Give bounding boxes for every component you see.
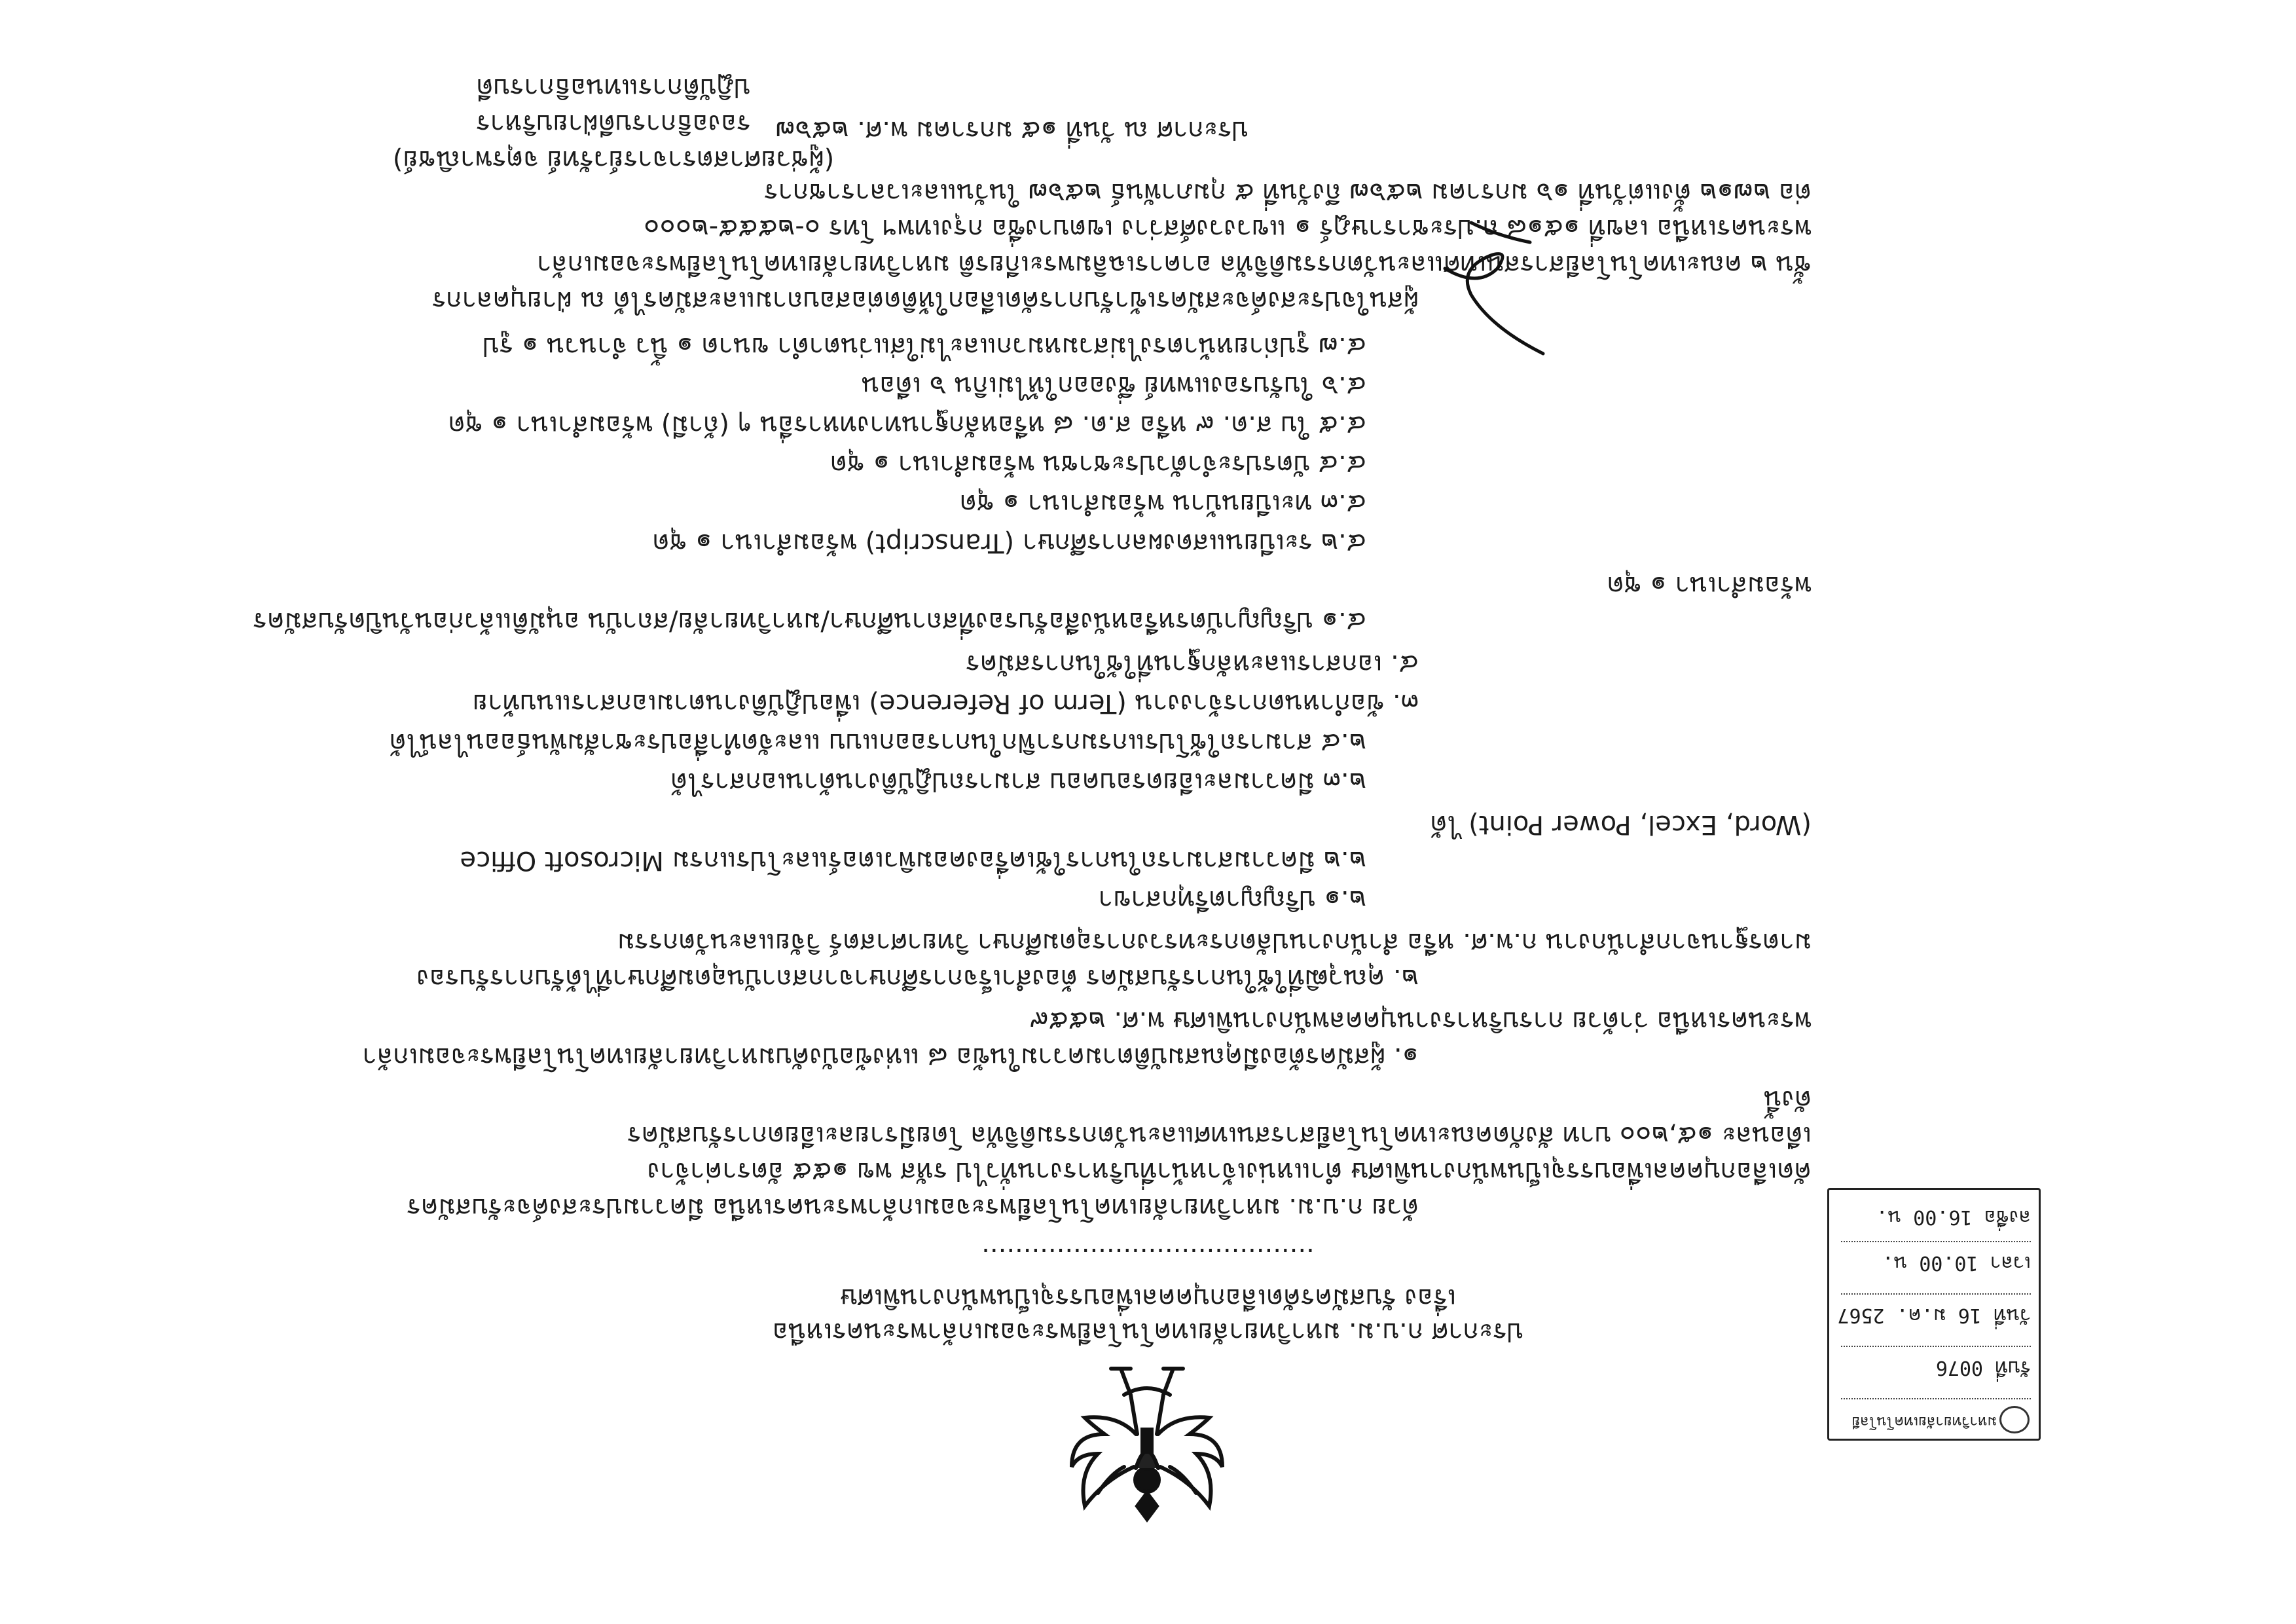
body-line: ด้วย ก.บ.ม. มหาวิทยาลัยเทคโนโลยีพระจอมเกล้าพระนครเหนือ มีความประสงค์จะรับสมัคร [407,1192,1419,1223]
body-line: ๔.๔ บัตรประจำตัวประชาชน พร้อมสำเนา ๑ ชุด [829,449,1366,479]
body-line: ๔. เอกสารและหลักฐานที่ใช้ในการสมัคร [966,649,1419,679]
body-line: ๔.๗ รูปถ่ายหน้าตรงไม่สวมหมวกและไม่ใส่แว่นตาดำ ขนาด ๑ นิ้ว จำนวน ๑ รูป [483,331,1366,361]
body-line: ผู้สนใจประสงค์จะสมัครเข้ารับการคัดเลือกให้ติดต่อสอบถามและสมัครได้ ณ ฝ่ายบุคลากร [431,286,1419,316]
body-line: ๒. คุณวุฒิที่ใช้ในการรับสมัคร ต้องสำเร็จการศึกษาจากสถาบันอุดมศึกษาที่ได้รับการรับรอง [416,963,1419,993]
body-line: ๔.๖ ใบรับรองแพทย์ ซึ่งออกให้ไม่เกิน ๖ เดือน [862,371,1366,401]
body-line: ๒.๓ มีความละเอียดรอบคอบ สามารถปฏิบัติงานด้านเอกสารได้ [670,767,1366,797]
signer-name: (ผู้ช่วยศาสตราจารย์วรัทย์ จตุรพาณิชย์) [392,145,835,175]
announcement-title: ประกาศ ก.บ.ม. มหาวิทยาลัยเทคโนโลยีพระจอมเกล้าพระนครเหนือ [772,1317,1524,1347]
title-divider: ........................................ [981,1242,1315,1272]
body-line: คัดเลือกบุคคลเพื่อบรรจุเป็นพนักงานพิเศษ ตำแหน่งเจ้าหน้าที่บริหารงานทั่วไป รหัส พข ๑๕๕ อัตราค่าจ้าง [647,1156,1812,1187]
stamp-header: มหาวิทยาลัยเทคโนโลยี [1851,1413,1997,1430]
body-line: ๔.๑ ปริญญาบัตรหรือหนังสือรับรองที่สถานศึกษา/มหาวิทยาลัย/สถาบัน อนุมัติแล้วก่อนวันปิดรับสมัคร [253,606,1366,637]
body-line: มาตรฐานจากสำนักงาน ก.พ.ศ. หรือ สำนักงานปลัดกระทรวงการอุดมศึกษา วิทยาศาสตร์ วิจัยและนวัตกรรม [617,927,1812,957]
body-line: ๔.๕ ใบ ส.ด. ๙ หรือ ส.ด. ๘ หรือหลักฐานทางทหารอื่น ๆ (ถ้ามี) พร้อมสำเนา ๑ ชุด [448,410,1366,440]
body-line: ชั้น ๒ คณะเทคโนโลยีสารสนเทศและนวัตกรรมดิจิทัล อาคารเฉลิมพระเกียรติ มหาวิทยาลัยเทคโนโลยีพระจอมเกล้า [536,249,1812,280]
body-line: ๔.๒ ระเบียนแสดงผลการศึกษา (Transcript) พร้อมสำเนา ๑ ชุด [652,528,1366,558]
stamp-time: เวลา 10.00 น. [1882,1251,2031,1274]
receiving-stamp [1827,1188,2041,1441]
stamp-receiver: ลงชื่อ 16.00 น. [1876,1206,2031,1228]
stamp-date: วันที่ 16 ม.ค. 2567 [1837,1304,2031,1327]
body-line: พร้อมสำเนา ๑ ชุด [1607,570,1812,600]
body-line: ๒.๔ สามารถใช้โปรแกรมกราฟิกในการออกแบบ และจัดทำสื่อประชาสัมพันธ์ออนไลน์ได้ [389,728,1366,758]
stamp-logo-icon [1999,1406,2030,1433]
body-line: ๒.๒ มีความสามารถในการใช้เครื่องคอมพิวเตอร์และโปรแกรม Microsoft Office [460,845,1366,876]
body-line: ต่อ ๒๗๑๒ ตั้งแต่วันที่ ๑๖ มกราคม ๒๕๖๗ ถึงวันที่ ๕ กุมภาพันธ์ ๒๕๖๗ ในวันและเวลาราชการ [764,177,1812,208]
handwritten-signature [1425,216,1569,367]
body-line: ๒.๑ ปริญญาตรีทุกสาขา [1098,885,1366,915]
announcement-subject: เรื่อง รับสมัครคัดเลือกบุคคลเพื่อบรรจุเป็นพนักงานพิเศษ [839,1283,1457,1313]
body-line: ๓. ข้อกำหนดการจ้างงาน (Term of Reference) เพื่อปฏิบัติงานตามเอกสารแนบท้าย [472,688,1419,718]
signer-duty: ปฏิบัติการแทนอธิการบดี [476,73,751,103]
announcement-date: ประกาศ ณ วันที่ ๑๕ มกราคม พ.ศ. ๒๕๖๗ [775,115,1248,145]
garuda-emblem-icon [1059,1356,1235,1532]
signer-position: รองอธิการบดีฝ่ายบริหาร [476,109,751,139]
body-line: ดังนี้ [1764,1084,1812,1115]
body-line: พระนครเหนือ ว่าด้วย การบริหารงานบุคคลพนักงานพิเศษ พ.ศ. ๒๕๕๙ [1029,1006,1812,1036]
body-line: (Word, Excel, Power Point) ได้ [1430,809,1812,840]
body-line: พระนครเหนือ เลขที่ ๑๕๑๘ ถ.ประชาราษฎร์ ๑ แขวงวงศ์สว่าง เขตบางซื่อ กรุงเทพฯ โทร ๐-๒๕๕๕-๒๐๐๐ [644,213,1812,244]
body-line: ๑. ผู้สมัครต้องมีคุณสมบัติตามความในข้อ ๘ แห่งข้อบังคับมหาวิทยาลัยเทคโนโลยีพระจอมเกล้า [362,1042,1419,1072]
stamp-number: รับที่ 0076 [1935,1356,2031,1379]
body-line: เดือนละ ๑๕,๒๐๐ บาท สังกัดคณะเทคโนโลยีสารสนเทศและนวัตกรรมดิจิทัล โดยมีรายละเอียดการรับสมัคร [627,1120,1812,1151]
body-line: ๔.๓ ทะเบียนบ้าน พร้อมสำเนา ๑ ชุด [959,489,1366,519]
